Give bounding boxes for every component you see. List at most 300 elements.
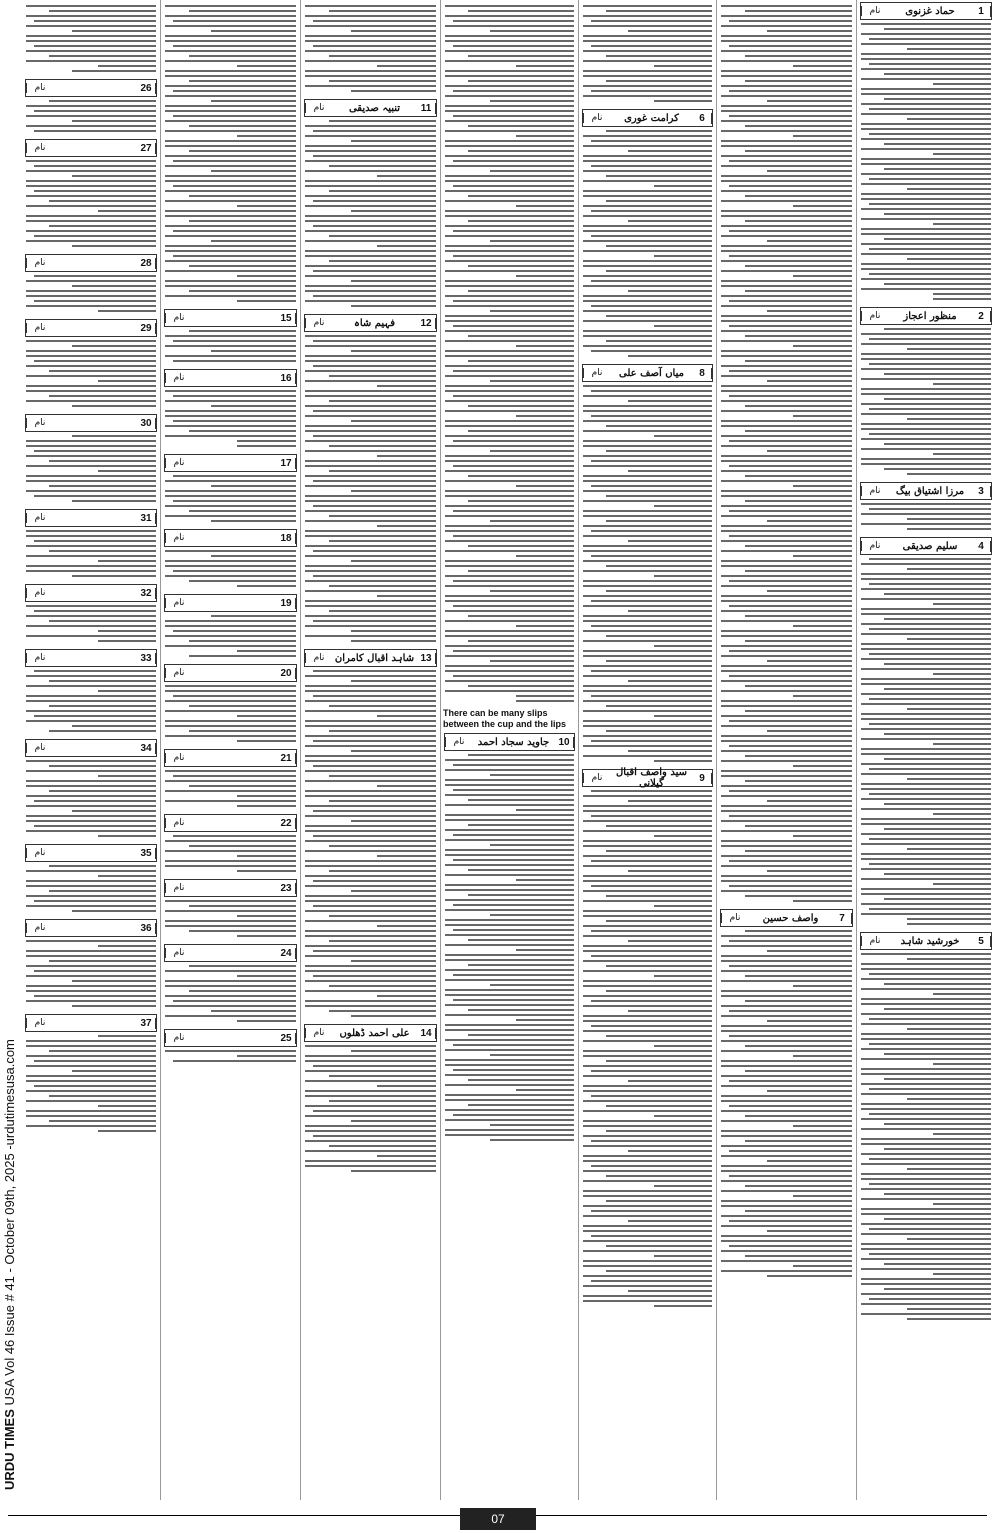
text-line — [721, 865, 852, 867]
text-line — [869, 248, 991, 250]
text-line — [313, 365, 436, 367]
text-line — [583, 915, 712, 917]
text-line — [468, 869, 574, 871]
text-line — [453, 974, 574, 976]
text-line — [165, 295, 296, 297]
text-line — [861, 173, 991, 175]
text-line — [305, 565, 436, 567]
text-line — [606, 1175, 712, 1177]
text-line — [305, 700, 436, 702]
text-line — [907, 418, 992, 420]
text-line — [628, 220, 712, 222]
text-line — [869, 63, 991, 65]
text-line — [583, 1225, 712, 1227]
text-line — [583, 475, 712, 477]
text-line — [26, 480, 156, 482]
entry-header — [304, 314, 437, 332]
text-line — [583, 295, 712, 297]
text-line — [721, 250, 852, 252]
article-entry — [164, 749, 297, 812]
text-line — [329, 915, 436, 917]
text-line — [72, 245, 157, 247]
text-line — [329, 55, 436, 57]
text-line — [729, 650, 852, 652]
text-line — [721, 1075, 852, 1077]
text-line — [583, 40, 712, 42]
text-line — [861, 678, 991, 680]
text-line — [933, 153, 992, 155]
text-line — [933, 383, 992, 385]
text-line — [189, 195, 296, 197]
text-line — [26, 365, 156, 367]
text-line — [654, 65, 712, 67]
text-line — [445, 110, 574, 112]
text-line — [72, 500, 157, 502]
text-line — [329, 985, 436, 987]
text-line — [165, 145, 296, 147]
text-line — [721, 830, 852, 832]
text-line — [165, 110, 296, 112]
text-line — [654, 435, 712, 437]
text-line — [49, 395, 156, 397]
text-line — [305, 1070, 436, 1072]
text-line — [98, 875, 157, 877]
text-line — [445, 969, 574, 971]
text-line — [606, 825, 712, 827]
entry-tag: نام — [861, 311, 888, 321]
text-line — [628, 1010, 712, 1012]
text-line — [721, 425, 852, 427]
text-line — [445, 575, 574, 577]
text-line — [98, 690, 157, 692]
text-line — [721, 670, 852, 672]
text-line — [729, 45, 852, 47]
text-line — [305, 980, 436, 982]
text-line — [583, 480, 712, 482]
text-line — [305, 40, 436, 42]
text-line — [445, 839, 574, 841]
text-line — [305, 390, 436, 392]
text-line — [721, 1240, 852, 1242]
text-line — [26, 720, 156, 722]
text-line — [313, 880, 436, 882]
text-line — [305, 590, 436, 592]
text-line — [861, 138, 991, 140]
text-line — [861, 128, 991, 130]
text-line — [583, 1055, 712, 1057]
text-line — [468, 500, 574, 502]
text-line — [745, 975, 852, 977]
text-line — [654, 1185, 712, 1187]
text-line — [445, 919, 574, 921]
text-line — [445, 435, 574, 437]
text-line — [729, 440, 852, 442]
text-line — [329, 10, 436, 12]
text-line — [189, 705, 296, 707]
text-line — [721, 455, 852, 457]
entry-number: 4 — [972, 541, 991, 552]
article-body — [164, 832, 297, 877]
text-line — [869, 38, 991, 40]
author-name: سید واصف اقبال گیلانی — [616, 767, 687, 789]
text-line — [745, 545, 852, 547]
text-line — [445, 75, 574, 77]
text-line — [305, 1095, 436, 1097]
text-line — [211, 485, 296, 487]
text-line — [591, 955, 712, 957]
text-line — [34, 300, 156, 302]
text-line — [516, 415, 574, 417]
article-body — [860, 500, 992, 535]
text-line — [329, 1010, 436, 1012]
text-line — [445, 1064, 574, 1066]
article-entry — [164, 594, 297, 662]
text-line — [26, 985, 156, 987]
text-line — [583, 60, 712, 62]
text-line — [165, 400, 296, 402]
text-line — [583, 1015, 712, 1017]
text-line — [861, 1013, 991, 1015]
text-line — [729, 1035, 852, 1037]
text-line — [211, 1010, 296, 1012]
text-line — [861, 713, 991, 715]
text-line — [884, 443, 991, 445]
text-line — [583, 310, 712, 312]
text-line — [861, 738, 991, 740]
text-line — [453, 370, 574, 372]
text-line — [305, 635, 436, 637]
text-line — [861, 163, 991, 165]
text-line — [305, 605, 436, 607]
text-line — [861, 263, 991, 265]
column-5 — [578, 0, 716, 1500]
text-line — [34, 20, 156, 22]
text-line — [34, 360, 156, 362]
text-line — [606, 520, 712, 522]
text-line — [606, 80, 712, 82]
text-line — [721, 1190, 852, 1192]
text-line — [907, 568, 992, 570]
text-line — [721, 175, 852, 177]
entry-tag: نام — [583, 113, 610, 123]
text-line — [721, 305, 852, 307]
text-line — [445, 759, 574, 761]
text-line — [26, 385, 156, 387]
text-line — [445, 445, 574, 447]
text-line — [861, 1213, 991, 1215]
text-line — [628, 470, 712, 472]
text-line — [26, 1080, 156, 1082]
text-line — [165, 515, 296, 517]
entry-tag: نام — [861, 486, 888, 496]
text-line — [165, 180, 296, 182]
text-line — [445, 95, 574, 97]
article-body — [304, 1042, 437, 1177]
text-line — [26, 1115, 156, 1117]
text-line — [445, 1119, 574, 1121]
text-line — [591, 165, 712, 167]
text-line — [445, 854, 574, 856]
text-line — [468, 55, 574, 57]
entry-header — [582, 769, 713, 787]
entry-header — [860, 537, 992, 555]
text-line — [721, 990, 852, 992]
text-line — [445, 814, 574, 816]
text-line — [313, 905, 436, 907]
text-line — [165, 490, 296, 492]
text-line — [721, 1040, 852, 1042]
text-line — [165, 725, 296, 727]
text-line — [490, 310, 574, 312]
text-line — [861, 68, 991, 70]
article-entry — [860, 482, 992, 535]
entry-header — [164, 879, 297, 897]
text-line — [305, 555, 436, 557]
text-line — [907, 1318, 992, 1320]
text-line — [165, 250, 296, 252]
text-line — [869, 1253, 991, 1255]
text-line — [583, 1030, 712, 1032]
text-line — [453, 325, 574, 327]
text-line — [98, 835, 157, 837]
text-line — [237, 300, 296, 302]
text-line — [453, 834, 574, 836]
text-line — [173, 1000, 296, 1002]
text-line — [583, 1275, 712, 1277]
entry-number: 18 — [277, 533, 296, 544]
text-line — [721, 1205, 852, 1207]
text-line — [26, 355, 156, 357]
text-line — [861, 438, 991, 440]
text-line — [583, 690, 712, 692]
text-line — [721, 1170, 852, 1172]
text-line — [583, 265, 712, 267]
entry-header — [582, 364, 713, 382]
text-line — [490, 170, 574, 172]
text-line — [721, 155, 852, 157]
text-line — [583, 1050, 712, 1052]
text-line — [445, 285, 574, 287]
text-line — [49, 1120, 156, 1122]
text-line — [767, 520, 852, 522]
text-line — [654, 185, 712, 187]
text-line — [583, 950, 712, 952]
text-line — [606, 495, 712, 497]
text-line — [468, 150, 574, 152]
text-line — [583, 230, 712, 232]
text-line — [884, 1078, 991, 1080]
text-line — [49, 55, 156, 57]
text-line — [654, 325, 712, 327]
text-line — [165, 780, 296, 782]
text-line — [49, 1095, 156, 1097]
text-line — [453, 605, 574, 607]
masthead-text — [0, 1039, 20, 1490]
text-line — [745, 780, 852, 782]
text-line — [26, 105, 156, 107]
text-line — [583, 960, 712, 962]
text-line — [305, 220, 436, 222]
article-body — [860, 325, 992, 480]
text-line — [468, 430, 574, 432]
text-line — [305, 285, 436, 287]
text-line — [165, 235, 296, 237]
text-line — [445, 944, 574, 946]
text-line — [583, 1215, 712, 1217]
text-line — [305, 625, 436, 627]
entry-number: 16 — [277, 373, 296, 384]
text-line — [305, 1045, 436, 1047]
text-line — [26, 290, 156, 292]
text-line — [26, 1065, 156, 1067]
text-line — [861, 253, 991, 255]
text-line — [721, 955, 852, 957]
text-line — [49, 225, 156, 227]
text-line — [329, 375, 436, 377]
text-line — [26, 475, 156, 477]
text-line — [189, 220, 296, 222]
text-line — [907, 528, 992, 530]
text-line — [26, 625, 156, 627]
text-line — [869, 1088, 991, 1090]
text-line — [583, 1020, 712, 1022]
text-line — [861, 43, 991, 45]
text-line — [907, 348, 992, 350]
text-line — [793, 135, 852, 137]
text-line — [165, 1015, 296, 1017]
text-line — [445, 25, 574, 27]
text-line — [313, 130, 436, 132]
text-line — [377, 1085, 436, 1087]
text-line — [583, 1300, 712, 1302]
text-line — [329, 705, 436, 707]
text-line — [468, 964, 574, 966]
text-line — [305, 885, 436, 887]
text-line — [583, 1110, 712, 1112]
text-line — [377, 855, 436, 857]
text-line — [721, 1225, 852, 1227]
text-line — [861, 1198, 991, 1200]
text-line — [861, 968, 991, 970]
text-line — [445, 690, 574, 692]
column-4 — [440, 0, 578, 1500]
text-line — [453, 20, 574, 22]
text-line — [583, 755, 712, 757]
text-line — [26, 615, 156, 617]
text-line — [583, 1160, 712, 1162]
text-line — [884, 398, 991, 400]
text-line — [445, 595, 574, 597]
text-line — [721, 1100, 852, 1102]
text-line — [745, 1070, 852, 1072]
text-line — [445, 889, 574, 891]
text-line — [606, 590, 712, 592]
text-line — [884, 873, 991, 875]
text-line — [861, 703, 991, 705]
text-line — [445, 1084, 574, 1086]
text-line — [884, 1218, 991, 1220]
text-line — [313, 695, 436, 697]
text-line — [933, 743, 992, 745]
text-line — [377, 715, 436, 717]
text-line — [721, 575, 852, 577]
text-line — [305, 815, 436, 817]
text-line — [583, 1005, 712, 1007]
text-line — [861, 1153, 991, 1155]
entry-number: 12 — [417, 318, 436, 329]
text-line — [869, 508, 991, 510]
text-line — [445, 525, 574, 527]
text-line — [745, 475, 852, 477]
text-line — [26, 40, 156, 42]
text-line — [721, 680, 852, 682]
text-line — [165, 75, 296, 77]
text-line — [861, 808, 991, 810]
text-line — [793, 695, 852, 697]
text-line — [26, 170, 156, 172]
text-line — [445, 305, 574, 307]
text-line — [628, 1220, 712, 1222]
text-line — [98, 65, 157, 67]
text-line — [583, 845, 712, 847]
text-line — [468, 570, 574, 572]
text-line — [884, 1053, 991, 1055]
text-line — [583, 1260, 712, 1262]
text-line — [861, 1233, 991, 1235]
text-line — [721, 180, 852, 182]
text-line — [861, 183, 991, 185]
text-line — [211, 520, 296, 522]
entry-number: 9 — [693, 773, 712, 784]
text-line — [591, 885, 712, 887]
text-line — [26, 305, 156, 307]
text-line — [729, 465, 852, 467]
text-line — [606, 565, 712, 567]
text-line — [49, 705, 156, 707]
text-line — [468, 220, 574, 222]
text-line — [583, 855, 712, 857]
text-line — [305, 430, 436, 432]
text-line — [34, 190, 156, 192]
text-line — [445, 645, 574, 647]
text-line — [583, 745, 712, 747]
text-line — [305, 770, 436, 772]
text-line — [490, 1124, 574, 1126]
text-line — [72, 120, 157, 122]
text-line — [861, 1083, 991, 1085]
text-line — [313, 295, 436, 297]
entry-number: 37 — [137, 1018, 156, 1029]
text-line — [165, 910, 296, 912]
text-line — [861, 998, 991, 1000]
text-line — [305, 910, 436, 912]
text-line — [468, 545, 574, 547]
text-line — [173, 775, 296, 777]
text-line — [34, 1060, 156, 1062]
article-entry — [25, 509, 157, 582]
article-entry — [304, 2, 437, 97]
text-line — [305, 930, 436, 932]
text-line — [654, 1115, 712, 1117]
text-line — [26, 440, 156, 442]
text-line — [583, 510, 712, 512]
entry-header — [25, 319, 157, 337]
text-line — [165, 130, 296, 132]
text-line — [468, 475, 574, 477]
text-line — [445, 225, 574, 227]
text-line — [445, 779, 574, 781]
text-line — [165, 720, 296, 722]
